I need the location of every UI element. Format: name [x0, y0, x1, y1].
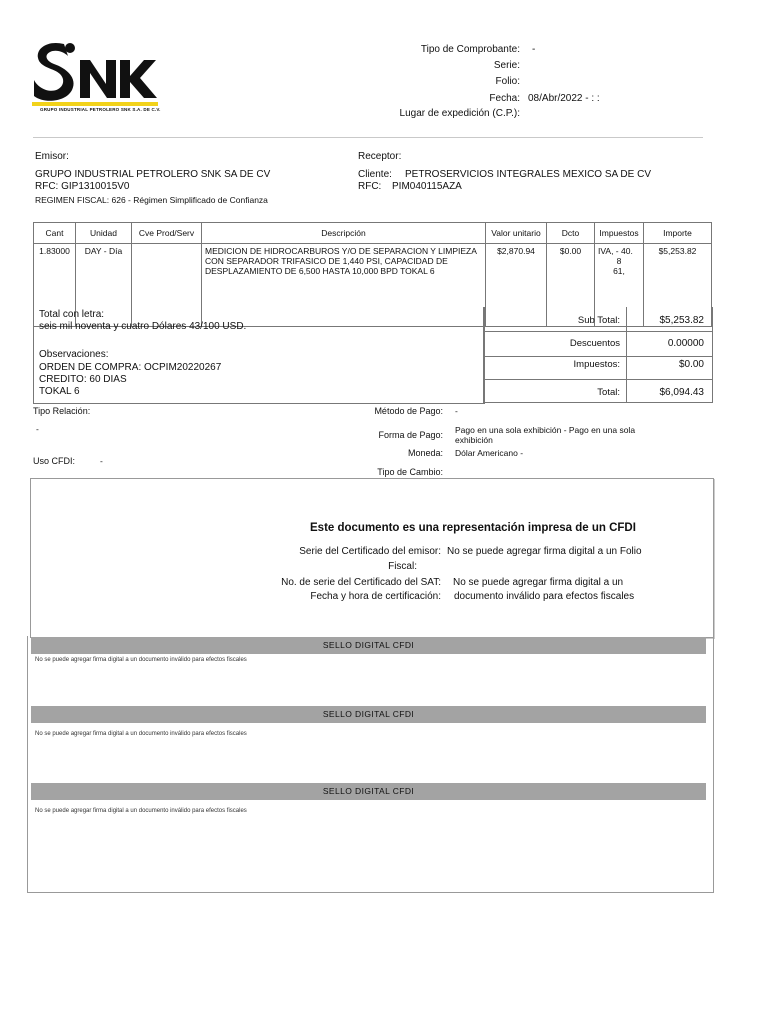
observaciones-label: Observaciones: [39, 349, 109, 360]
impuestos-total-row [483, 357, 713, 380]
receptor-rfc-value: PIM040115AZA [392, 181, 462, 192]
impuestos-line-2: 8 [616, 256, 622, 266]
tipo-cambio-label: Tipo de Cambio: [377, 467, 443, 477]
fecha-value: 08/Abr/2022 - : : [528, 93, 600, 104]
subtotal-row [483, 307, 713, 332]
col-header-cant: Cant [34, 223, 76, 244]
receptor-cliente-value: PETROSERVICIOS INTEGRALES MEXICO SA DE CV [405, 169, 651, 180]
emisor-heading: Emisor: [35, 151, 69, 162]
sello-text-2: No se puede agregar firma digital a un documento inválido para efectos fiscales [35, 731, 247, 737]
sello-text-1: No se puede agregar firma digital a un documento inválido para efectos fiscales [35, 657, 247, 663]
col-header-unidad: Unidad [76, 223, 132, 244]
fecha-cert-label: Fecha y hora de certificación: [310, 591, 441, 602]
cfdi-representation-box [30, 478, 714, 638]
total-label: Total: [597, 387, 620, 398]
forma-pago-value: Pago en una sola exhibición - Pago en una sola exhibición [455, 425, 636, 445]
cell-unidad: DAY - Día [76, 244, 132, 327]
tipo-relacion-value: - [36, 424, 39, 434]
totals-box [483, 307, 711, 403]
uso-cfdi-label: Uso CFDI: [33, 456, 76, 466]
col-header-impuestos: Impuestos [595, 223, 644, 244]
observaciones-line-1: ORDEN DE COMPRA: OCPIM20220267 [39, 362, 222, 373]
letra-observaciones-box [33, 307, 485, 404]
subtotal-label: Sub Total: [577, 315, 620, 326]
emisor-regimen: REGIMEN FISCAL: 626 - Régimen Simplificado de Confianza [35, 195, 268, 205]
tipo-relacion-label: Tipo Relación: [33, 406, 91, 416]
cfdi-title: Este documento es una representación impresa de un CFDI [310, 522, 636, 534]
cell-cant: 1.83000 [34, 244, 76, 327]
descuentos-value: 0.00000 [667, 338, 704, 349]
serie-emisor-value: No se puede agregar firma digital a un Folio [447, 546, 642, 557]
cell-descripcion: MEDICION DE HIDROCARBUROS Y/O DE SEPARACION Y LIMPIEZA CON SEPARADOR TRIFASICO DE 1,440 PSI, CAPACIDAD DE DESPLAZAMIENTO DE 6,500 HASTA 10,000 BPD TOKAL 6 [202, 244, 486, 327]
impuestos-total-value: $0.00 [678, 359, 704, 370]
receptor-rfc-label: RFC: [358, 181, 382, 192]
moneda-label: Moneda: [407, 448, 443, 458]
emisor-rfc: RFC: GIP1310015V0 [35, 181, 130, 192]
total-letra-label: Total con letra: [39, 309, 105, 320]
fiscal-label: Fiscal: [388, 561, 417, 572]
header-divider [33, 137, 703, 138]
moneda-value: Dólar Americano - [455, 448, 524, 458]
lugar-expedicion-label: Lugar de expedición (C.P.): [399, 108, 520, 119]
tipo-comprobante-label: Tipo de Comprobante: [420, 44, 520, 55]
col-header-importe: Importe [644, 223, 712, 244]
fecha-cert-value: documento inválido para efectos fiscales [454, 591, 635, 602]
tipo-comprobante-value: - [532, 44, 536, 55]
serie-label: Serie: [493, 60, 520, 71]
forma-pago-label: Forma de Pago: [378, 430, 443, 440]
total-value: $6,094.43 [659, 387, 704, 398]
emisor-name: GRUPO INDUSTRIAL PETROLERO SNK SA DE CV [35, 169, 271, 180]
descuentos-label: Descuentos [569, 338, 620, 349]
fecha-label: Fecha: [489, 93, 520, 104]
receptor-cliente-label: Cliente: [358, 169, 392, 180]
observaciones-line-3: TOKAL 6 [39, 386, 80, 397]
sellos-outer-box [27, 636, 714, 893]
folio-label: Folio: [495, 76, 520, 87]
observaciones-line-2: CREDITO: 60 DIAS [39, 374, 127, 385]
impuestos-total-label: Impuestos: [573, 359, 620, 370]
sello-header-2: SELLO DIGITAL CFDI [31, 706, 706, 723]
cell-dcto: $0.00 [547, 244, 595, 327]
subtotal-value: $5,253.82 [659, 315, 704, 326]
descuentos-row [483, 332, 713, 357]
col-header-cve: Cve Prod/Serv [132, 223, 202, 244]
metodo-pago-label: Método de Pago: [374, 406, 443, 416]
items-header-row [34, 223, 712, 244]
col-header-dcto: Dcto [547, 223, 595, 244]
total-letra-value: seis mil noventa y cuatro Dólares 43/100 USD. [39, 321, 247, 332]
impuestos-line-1: IVA, - 40. [598, 246, 633, 256]
uso-cfdi-value: - [100, 456, 103, 466]
total-row [483, 380, 713, 403]
sat-cert-label: No. de serie del Certificado del SAT: [281, 577, 441, 588]
serie-emisor-label: Serie del Certificado del emisor: [299, 546, 441, 557]
sat-cert-value: No se puede agregar firma digital a un [453, 577, 624, 588]
company-logo [30, 38, 160, 118]
sello-header-3: SELLO DIGITAL CFDI [31, 783, 706, 800]
logo-tagline: GRUPO INDUSTRIAL PETROLERO SNK S.A. DE C.V. [40, 107, 161, 112]
col-header-valor-unitario: Valor unitario [486, 223, 547, 244]
receptor-heading: Receptor: [358, 151, 402, 162]
impuestos-line-3: 61, [613, 266, 625, 276]
cell-importe: $5,253.82 [644, 244, 712, 327]
cell-valor-unitario: $2,870.94 [486, 244, 547, 327]
col-header-descripcion: Descripción [202, 223, 486, 244]
sello-header-1: SELLO DIGITAL CFDI [31, 637, 706, 654]
metodo-pago-value: - [455, 406, 458, 416]
sello-text-3: No se puede agregar firma digital a un documento inválido para efectos fiscales [35, 808, 247, 814]
